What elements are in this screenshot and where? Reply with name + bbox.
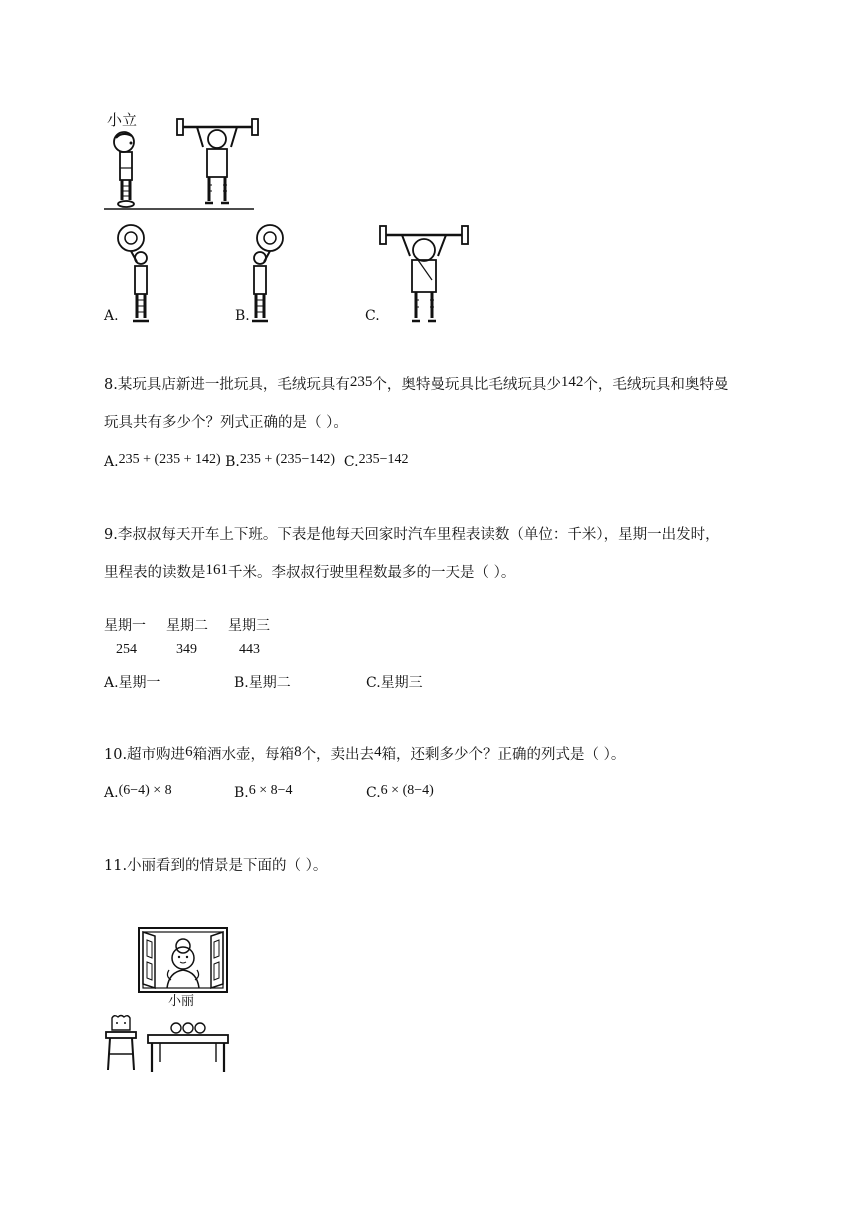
q10-option-a [104, 785, 172, 802]
q10-option-b-label: B. [234, 785, 249, 801]
q10-number-4: 4 [374, 744, 382, 760]
q8-option-c-label: C. [343, 454, 359, 470]
option-a-label: A. [104, 308, 119, 324]
q9-option-b: B.星期二 [234, 675, 291, 691]
q9-number-161: 161 [205, 562, 228, 578]
ground-line [104, 208, 254, 210]
q10-option-b-expr: 6 × 8−4 [248, 783, 293, 798]
option-a-figure [117, 222, 162, 324]
q10-text-d: 箱，还剩多少个？正确的列式是（ ）。 [381, 747, 626, 763]
table-with-balls-figure [146, 1016, 230, 1074]
q10-text-a: 10.超市购进 [104, 747, 186, 763]
q9-line1: 9.李叔叔每天开车上下班。下表是他每天回家时汽车里程表读数（单位：千米），星期一出发时， [104, 527, 720, 543]
window-girl-figure [137, 926, 229, 994]
q9-table-value-mon: 254 [116, 642, 137, 657]
q8-text-a: 8.某玩具店新进一批玩具，毛绒玩具有 [104, 377, 350, 393]
q10-number-6: 6 [185, 744, 193, 760]
option-c-label: C. [365, 308, 380, 324]
q9-table-header-wed: 星期三 [228, 618, 270, 634]
q9-text-b: 千米。李叔叔行驶里程数最多的一天是（ ）。 [228, 565, 516, 581]
label-xiaoli-girl: 小丽 [168, 994, 195, 1009]
q10-line [104, 745, 625, 765]
q10-option-a-expr: (6−4) × 8 [118, 783, 172, 798]
q8-option-b-expr: 235 + (235−142) [239, 452, 336, 467]
boy-side-figure [104, 128, 144, 210]
q8-line1 [104, 375, 728, 395]
q9-table-header-mon: 星期一 [104, 618, 146, 634]
q8-options [104, 452, 409, 473]
q8-number-142: 142 [560, 374, 584, 390]
q10-text-c: 个，卖出去 [301, 747, 375, 763]
q10-option-c-label: C. [366, 785, 381, 801]
q8-number-235: 235 [349, 374, 373, 390]
option-b-figure [248, 222, 288, 324]
option-b-label: B. [235, 308, 250, 324]
q9-line2 [104, 563, 515, 583]
q10-text-b: 箱酒水壶，每箱 [192, 747, 295, 763]
q10-number-8: 8 [294, 744, 302, 760]
q10-option-a-label: A. [104, 785, 119, 801]
q8-option-c-expr: 235−142 [358, 452, 409, 467]
q10-option-c-expr: 6 × (8−4) [380, 783, 434, 798]
q9-table-value-wed: 443 [239, 642, 260, 657]
q11-line: 11.小丽看到的情景是下面的（ ）。 [104, 858, 328, 874]
q9-text-a: 里程表的读数是 [104, 565, 206, 581]
q8-line2: 玩具共有多少个？列式正确的是（ ）。 [104, 415, 348, 431]
q8-text-b: 个，奥特曼玩具比毛绒玩具少 [372, 377, 561, 393]
q9-option-a: A.星期一 [104, 675, 161, 691]
q9-option-c: C.星期三 [366, 675, 423, 691]
q10-option-c [366, 785, 434, 802]
q9-table-value-tue: 349 [176, 642, 197, 657]
q8-option-a-expr: 235 + (235 + 142) [118, 452, 221, 467]
q8-option-a-label: A. [104, 454, 119, 470]
weightlifter-front-figure [175, 115, 260, 210]
q9-table-header-tue: 星期二 [166, 618, 208, 634]
q10-option-b [234, 785, 293, 802]
q8-option-b-label: B. [225, 454, 240, 470]
q8-text-c: 个，毛绒玩具和奥特曼 [583, 377, 729, 393]
stool-with-dog-figure [104, 1014, 138, 1072]
label-xiaoli: 小立 [107, 111, 138, 129]
option-c-figure [378, 222, 470, 324]
